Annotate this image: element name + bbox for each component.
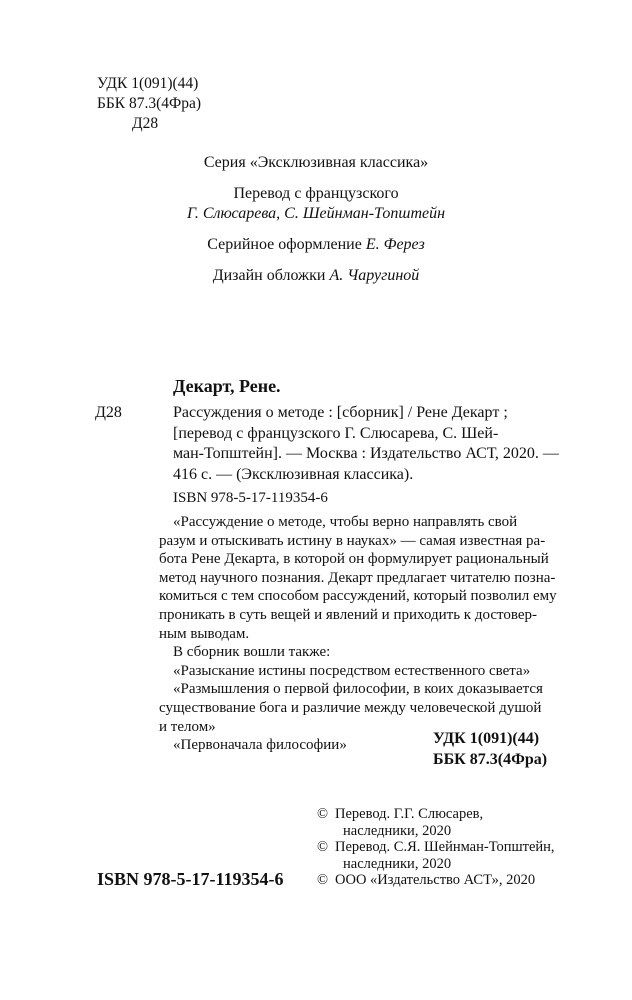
bibliographic-description: [173, 403, 559, 485]
bib-line: [перевод с французского Г. Слюсарева, С. Шей-: [173, 424, 499, 442]
cover-design-label: Дизайн обложки: [212, 267, 330, 284]
card-author: Декарт, Рене.: [173, 376, 281, 396]
isbn-bottom: ISBN 978-5-17-119354-6: [97, 869, 284, 889]
annotation-item: «Разыскание истины посредством естественного света»: [173, 662, 531, 679]
copyright-line: ООО «Издательство АСТ», 2020: [335, 872, 536, 888]
annotation-line: ным выводам.: [159, 625, 250, 642]
copyright-entry: [317, 806, 483, 840]
annotation-line: метод научного познания. Декарт предлагает читателю позна-: [159, 569, 556, 586]
bib-line: ман-Топштейн]. — Москва : Издательство АСТ, 2020. —: [173, 445, 559, 462]
bib-line: Рассуждения о методе : [сборник] / Рене Декарт ;: [173, 404, 508, 421]
bib-line: 416 с. — (Эксклюзивная классика).: [173, 465, 414, 483]
copyright-icon: ©: [317, 806, 329, 822]
copyright-line: Перевод. С.Я. Шейнман-Топштейн,: [335, 839, 555, 855]
annotation-item: и телом»: [159, 718, 216, 735]
annotation: [159, 513, 557, 755]
annotation-line: «Рассуждение о методе, чтобы верно направлять свой: [173, 514, 518, 530]
series-design-line: [0, 234, 632, 255]
card-author-mark: Д28: [95, 404, 122, 421]
classification-bottom: [433, 728, 547, 770]
udk-code-bottom: УДК 1(091)(44): [433, 730, 540, 747]
annotation-line: разум и отыскивать истину в науках» — самая известная ра-: [159, 532, 546, 549]
annotation-line: проникать в суть вещей и явлений и приходить к достовер-: [159, 606, 538, 623]
udk-code-top: УДК 1(091)(44): [97, 75, 199, 92]
bbk-code-top: ББК 87.3(4Фра): [97, 95, 202, 112]
translators-names: Г. Слюсарева, С. Шейнман-Топштейн: [186, 205, 446, 222]
cover-design-line: [0, 265, 632, 286]
card-isbn: ISBN 978-5-17-119354-6: [173, 490, 328, 506]
bbk-code-bottom: ББК 87.3(4Фра): [433, 751, 548, 768]
copyright-entry: [317, 839, 555, 873]
annotation-item: «Размышления о первой философии, в коих доказывается: [173, 681, 543, 698]
copyright-line: Перевод. Г.Г. Слюсарев,: [335, 806, 484, 822]
annotation-line: бота Рене Декарта, в которой он формулирует рациональный: [159, 551, 549, 568]
copyright-icon: ©: [317, 872, 329, 888]
annotation-item: «Первоначала философии»: [173, 737, 347, 754]
annotation-item: существование бога и различие между человеческой душой: [159, 699, 542, 716]
author-mark-top: Д28: [132, 115, 159, 132]
copyright-line: наследники, 2020: [343, 823, 452, 839]
copyright-line: наследники, 2020: [343, 856, 452, 872]
translation-label: Перевод с французского: [233, 185, 399, 202]
series-line: Серия «Эксклюзивная классика»: [203, 154, 429, 171]
annotation-also-label: В сборник вошли также:: [173, 644, 331, 661]
copyright-icon: ©: [317, 839, 329, 855]
series-design-name: Е. Ферез: [365, 236, 425, 253]
annotation-line: комиться с тем способом рассуждений, который позволил ему: [159, 588, 557, 605]
copyright-entry: [317, 872, 535, 889]
series-design-label: Серийное оформление: [207, 236, 366, 253]
cover-design-name: А. Чаругиной: [329, 267, 420, 284]
